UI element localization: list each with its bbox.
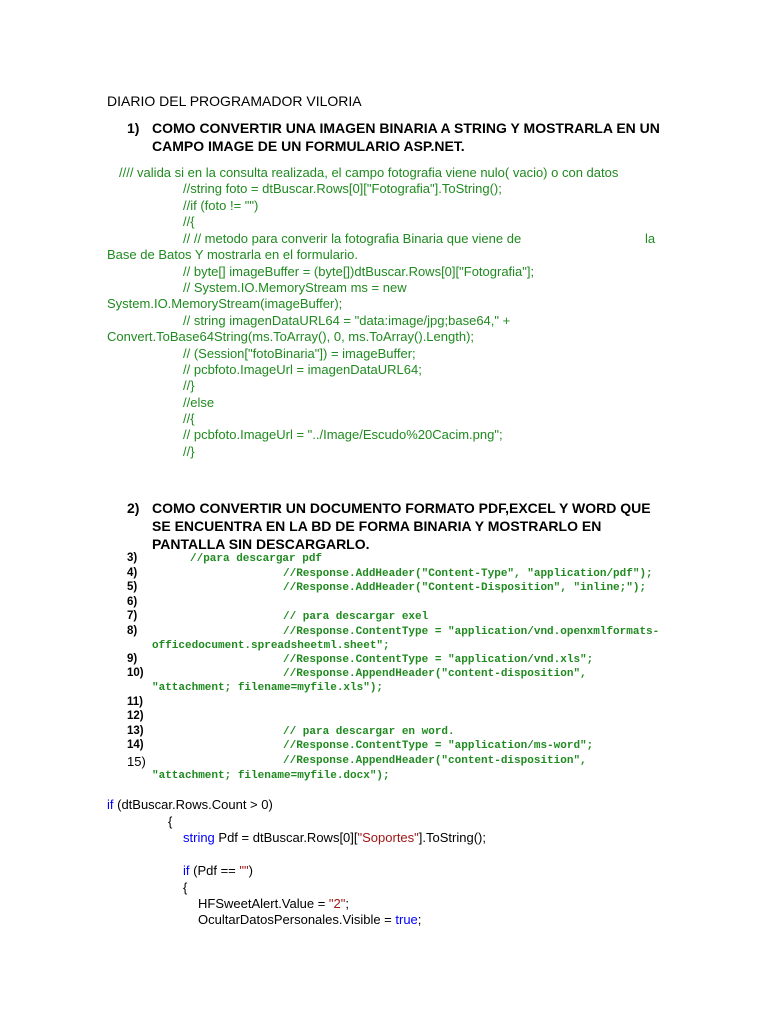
code-comment-line: // pcbfoto.ImageUrl = imagenDataURL64; [183,362,422,377]
code-comment-line: //Response.AppendHeader("content-disposition", [283,755,587,767]
code-comment-line: //{ [183,411,195,426]
list-number: 6) [127,596,138,608]
code-comment-line: //// valida si en la consulta realizada, el campo fotografia viene nulo( vacio) o con datos [119,165,619,180]
code-text: ; [345,896,349,911]
code-comment-line: // string imagenDataURL64 = "data:image/jpg;base64," + [183,313,511,328]
code-comment-line: la [645,231,656,246]
list-number: 15) [127,754,146,769]
code-text: ; [417,912,422,927]
code-comment-line: // para descargar exel [283,611,429,623]
code-comment-line: //if (foto != "") [183,198,259,213]
code-line [183,830,486,845]
code-text: ].ToString(); [418,830,486,845]
list-number: 5) [127,581,138,593]
code-text: ) [248,863,253,878]
section2-number: 2) [127,500,140,516]
list-number: 14) [127,739,144,751]
section2-heading-line1: COMO CONVERTIR UN DOCUMENTO FORMATO PDF,EXCEL Y WORD QUE [152,500,651,516]
string-literal: "2" [328,896,346,911]
code-comment-line: //Response.AddHeader("Content-Type", "application/pdf"); [283,568,653,580]
code-line: { [183,880,188,895]
keyword: true [395,912,418,927]
code-comment-line: // byte[] imageBuffer = (byte[])dtBuscar.Rows[0]["Fotografia"]; [183,264,535,279]
list-number: 11) [127,696,143,708]
code-comment-line: //string foto = dtBuscar.Rows[0]["Fotografia"].ToString(); [183,181,502,196]
string-literal: "Soportes" [357,830,419,845]
code-comment-line: officedocument.spreadsheetml.sheet"; [152,640,390,652]
code-comment-line: //Response.ContentType = "application/vnd.xls"; [283,654,594,666]
list-number: 8) [127,625,138,637]
code-line [107,797,273,812]
code-comment-line: // System.IO.MemoryStream ms = new [183,280,407,295]
keyword: if [107,797,114,812]
code-comment-line: //Response.AddHeader("Content-Disposition", "inline;"); [283,582,647,594]
code-comment-line: //Response.ContentType = "application/ms-word"; [283,740,594,752]
code-text: (Pdf == [189,863,240,878]
code-comment-line: //else [183,395,215,410]
string-literal: "" [239,863,249,878]
code-line [198,896,349,911]
code-text: Pdf = dtBuscar.Rows[0][ [214,830,358,845]
page-title: DIARIO DEL PROGRAMADOR VILORIA [107,93,362,109]
code-comment-line: //Response.AppendHeader("content-disposition", [283,668,587,680]
code-comment-line: Convert.ToBase64String(ms.ToArray(), 0, ms.ToArray().Length); [107,329,475,344]
code-line [198,912,421,927]
section1-heading-line1: COMO CONVERTIR UNA IMAGEN BINARIA A STRING Y MOSTRARLA EN UN [152,120,660,136]
list-number: 10) [127,667,144,679]
section2-heading-line3: PANTALLA SIN DESCARGARLO. [152,536,370,552]
code-text: (dtBuscar.Rows.Count > 0) [113,797,273,812]
keyword: if [183,863,190,878]
code-comment-line: // para descargar en word. [283,726,455,738]
code-comment-line: //} [183,444,195,459]
code-comment-line: // pcbfoto.ImageUrl = "../Image/Escudo%20Cacim.png"; [183,427,503,442]
code-comment-line: "attachment; filename=myfile.xls"); [152,682,384,694]
code-comment-line: //{ [183,214,195,229]
list-number: 12) [127,710,144,722]
section1-number: 1) [127,120,140,136]
code-comment-line: "attachment; filename=myfile.docx"); [152,770,390,782]
code-comment-line: Base de Batos Y mostrarla en el formulario. [107,247,358,262]
code-comment-line: //Response.ContentType = "application/vnd.openxmlformats- [283,626,660,638]
list-number: 13) [127,725,144,737]
list-number: 4) [127,567,138,579]
code-text: HFSweetAlert.Value = [198,896,329,911]
code-comment-line: // // metodo para converir la fotografia Binaria que viene de [183,231,522,246]
list-number: 7) [127,610,138,622]
code-comment-line: //para descargar pdf [190,553,323,565]
section1-heading-line2: CAMPO IMAGE DE UN FORMULARIO ASP.NET. [152,138,465,154]
code-comment-line: //} [183,378,195,393]
code-line [183,863,253,878]
code-text: OcultarDatosPersonales.Visible = [198,912,396,927]
code-comment-line: System.IO.MemoryStream(imageBuffer); [107,296,343,311]
code-line: { [168,814,173,829]
section2-heading-line2: SE ENCUENTRA EN LA BD DE FORMA BINARIA Y MOSTRARLO EN [152,518,602,534]
keyword: string [183,830,215,845]
list-number: 3) [127,552,138,564]
code-comment-line: // (Session["fotoBinaria"]) = imageBuffer; [183,346,416,361]
list-number: 9) [127,653,138,665]
